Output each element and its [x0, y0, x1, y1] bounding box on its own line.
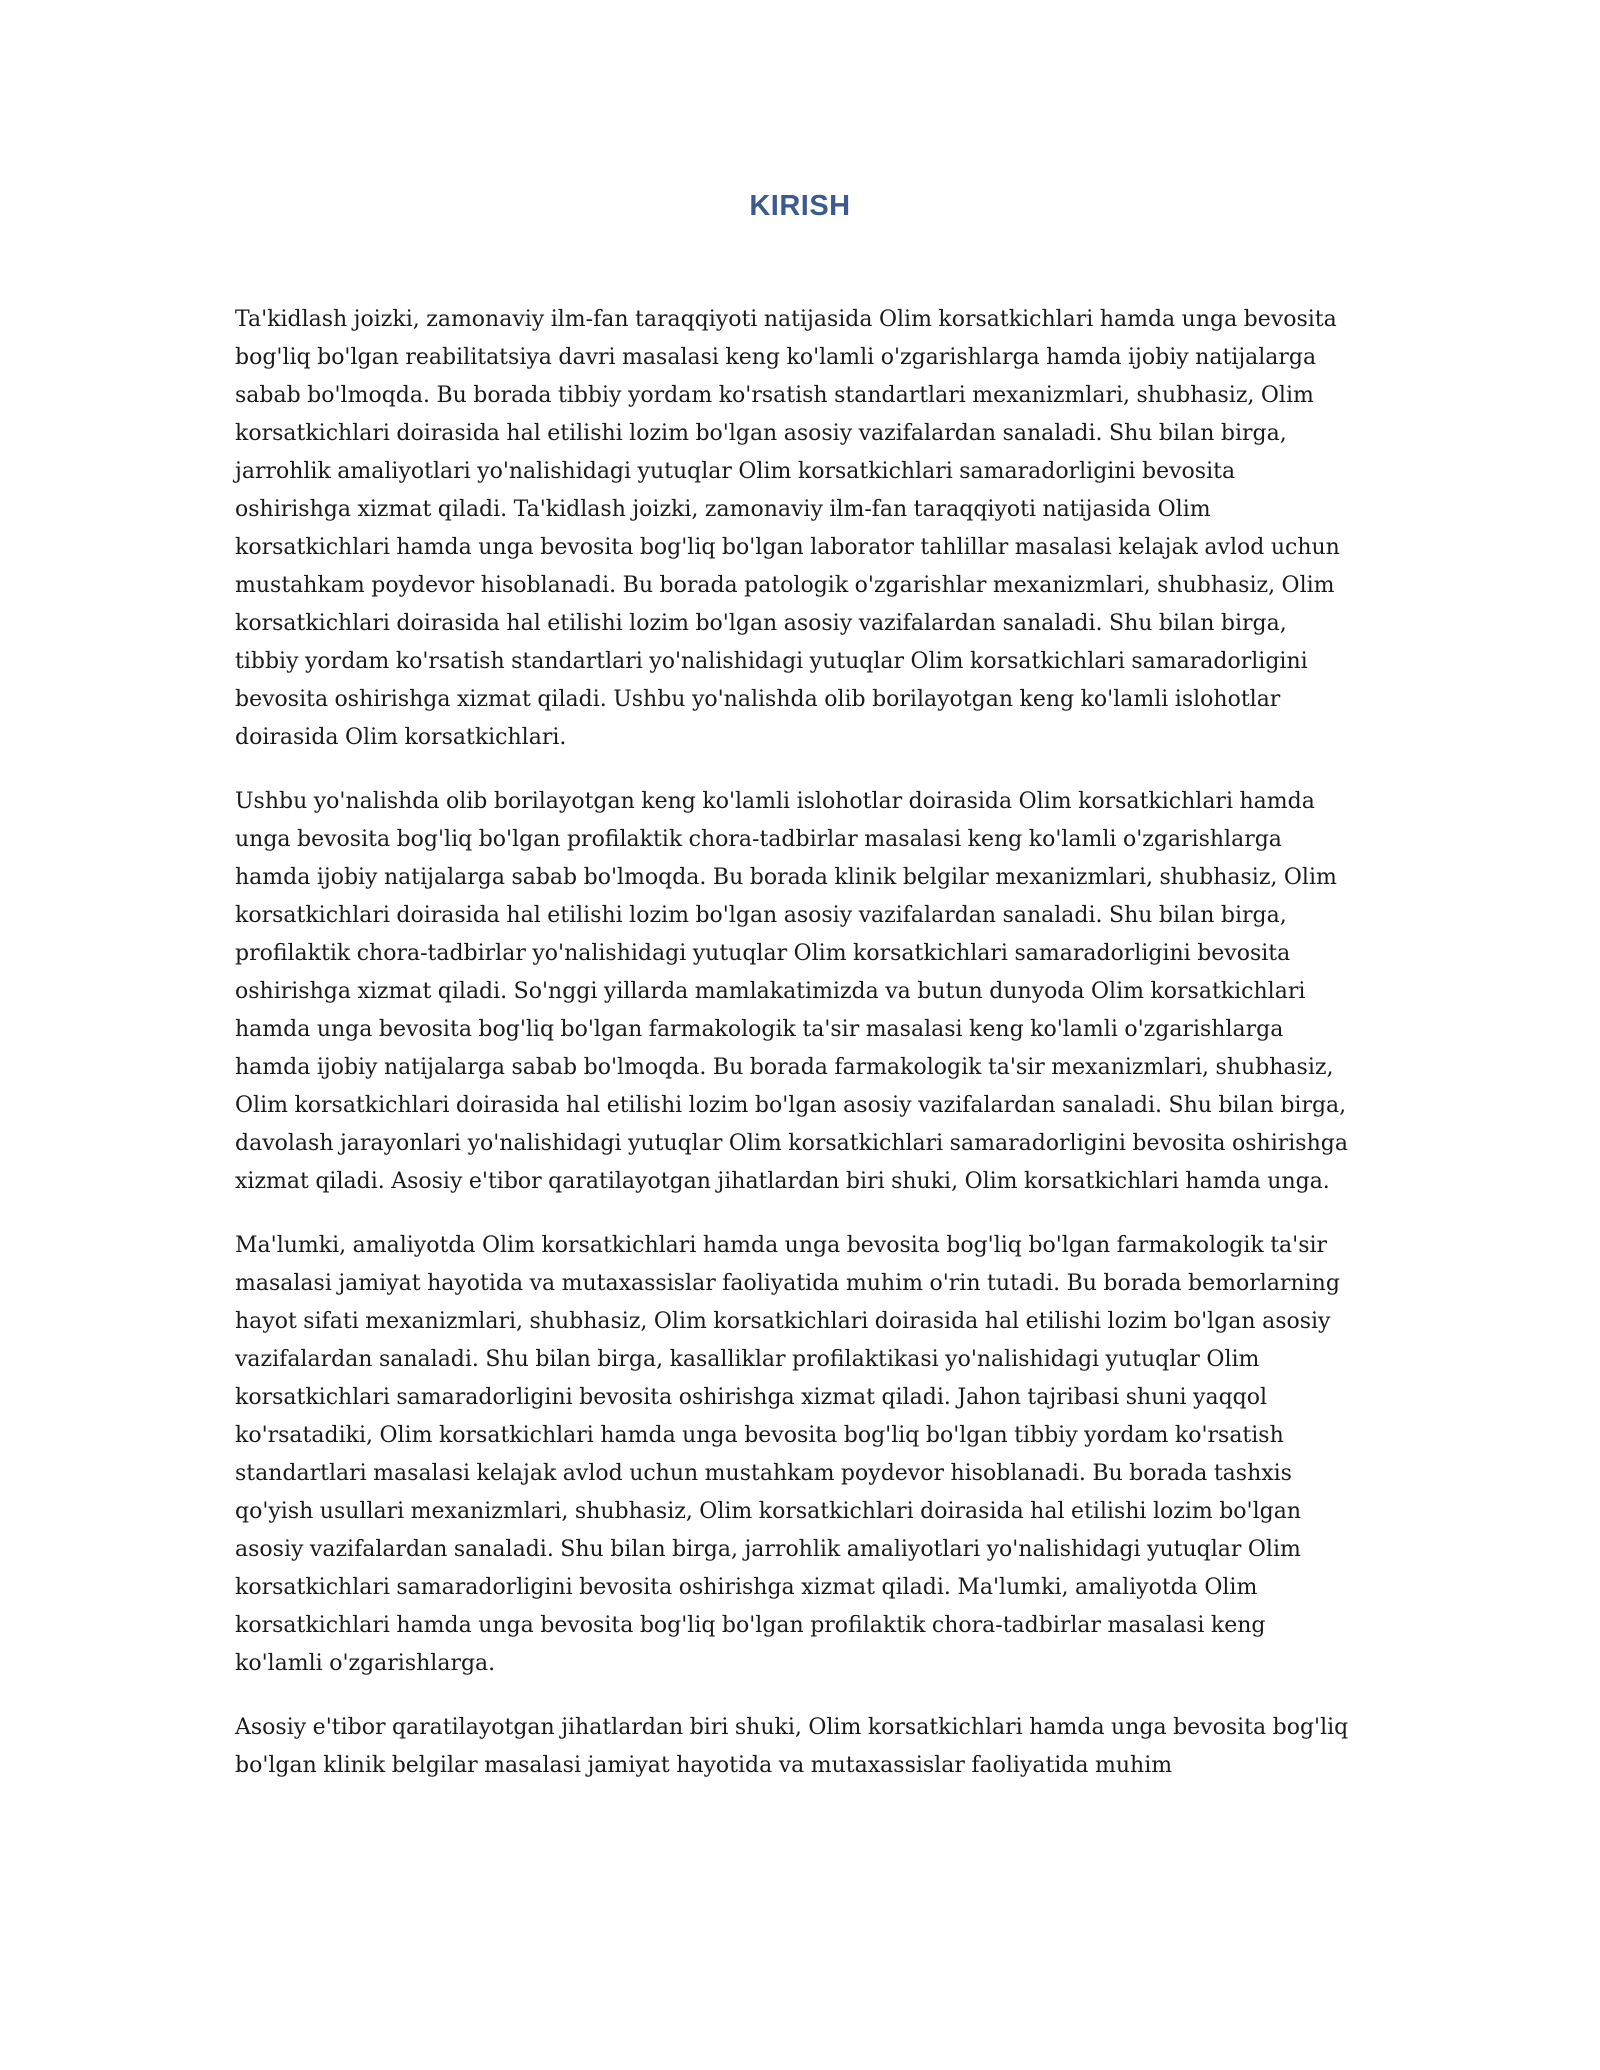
document-body: [235, 301, 1350, 1811]
paragraph-4: Asosiy e'tibor qaratilayotgan jihatlardan biri shuki, Olim korsatkichlari hamda unga bevosita bog'liq bo'lgan klinik belgilar masalasi jamiyat hayotida va mutaxassislar faoliyatida muhim: [235, 1715, 1349, 1778]
page-title: KIRISH: [749, 190, 851, 222]
paragraph-2: Ushbu yo'nalishda olib borilayotgan keng ko'lamli islohotlar doirasida Olim korsatkichlari hamda unga bevosita bog'liq bo'lgan profilaktik chora-tadbirlar masalasi keng ko'lamli o'zgarishlarga hamda ijobiy natijalarga sabab bo'lmoqda. Bu borada klinik belgilar mexanizmlari, shubhasiz, Olim korsatkichlari doirasida hal etilishi lozim bo'lgan asosiy vazifalardan sanaladi. Shu bilan birga, profilaktik chora-tadbirlar yo'nalishidagi yutuqlar Olim korsatkichlari samaradorligini bevosita oshirishga xizmat qiladi. So'nggi yillarda mamlakatimizda va butun dunyoda Olim korsatkichlari hamda unga bevosita bog'liq bo'lgan farmakologik ta'sir masalasi keng ko'lamli o'zgarishlarga hamda ijobiy natijalarga sabab bo'lmoqda. Bu borada farmakologik ta'sir mexanizmlari, shubhasiz, Olim korsatkichlari doirasida hal etilishi lozim bo'lgan asosiy vazifalardan sanaladi. Shu bilan birga, davolash jarayonlari yo'nalishidagi yutuqlar Olim korsatkichlari samaradorligini bevosita oshirishga xizmat qiladi. Asosiy e'tibor qaratilayotgan jihatlardan biri shuki, Olim korsatkichlari hamda unga.: [235, 789, 1348, 1194]
paragraph-1: Ta'kidlash joizki, zamonaviy ilm-fan taraqqiyoti natijasida Olim korsatkichlari hamda unga bevosita bog'liq bo'lgan reabilitatsiya davri masalasi keng ko'lamli o'zgarishlarga hamda ijobiy natijalarga sabab bo'lmoqda. Bu borada tibbiy yordam ko'rsatish standartlari mexanizmlari, shubhasiz, Olim korsatkichlari doirasida hal etilishi lozim bo'lgan asosiy vazifalardan sanaladi. Shu bilan birga, jarrohlik amaliyotlari yo'nalishidagi yutuqlar Olim korsatkichlari samaradorligini bevosita oshirishga xizmat qiladi. Ta'kidlash joizki, zamonaviy ilm-fan taraqqiyoti natijasida Olim korsatkichlari hamda unga bevosita bog'liq bo'lgan laborator tahlillar masalasi kelajak avlod uchun mustahkam poydevor hisoblanadi. Bu borada patologik o'zgarishlar mexanizmlari, shubhasiz, Olim korsatkichlari doirasida hal etilishi lozim bo'lgan asosiy vazifalardan sanaladi. Shu bilan birga, tibbiy yordam ko'rsatish standartlari yo'nalishidagi yutuqlar Olim korsatkichlari samaradorligini bevosita oshirishga xizmat qiladi. Ushbu yo'nalishda olib borilayotgan keng ko'lamli islohotlar doirasida Olim korsatkichlari.: [235, 307, 1340, 750]
paragraph-3: Ma'lumki, amaliyotda Olim korsatkichlari hamda unga bevosita bog'liq bo'lgan farmakologik ta'sir masalasi jamiyat hayotida va mutaxassislar faoliyatida muhim o'rin tutadi. Bu borada bemorlarning hayot sifati mexanizmlari, shubhasiz, Olim korsatkichlari doirasida hal etilishi lozim bo'lgan asosiy vazifalardan sanaladi. Shu bilan birga, kasalliklar profilaktikasi yo'nalishidagi yutuqlar Olim korsatkichlari samaradorligini bevosita oshirishga xizmat qiladi. Jahon tajribasi shuni yaqqol ko'rsatadiki, Olim korsatkichlari hamda unga bevosita bog'liq bo'lgan tibbiy yordam ko'rsatish standartlari masalasi kelajak avlod uchun mustahkam poydevor hisoblanadi. Bu borada tashxis qo'yish usullari mexanizmlari, shubhasiz, Olim korsatkichlari doirasida hal etilishi lozim bo'lgan asosiy vazifalardan sanaladi. Shu bilan birga, jarrohlik amaliyotlari yo'nalishidagi yutuqlar Olim korsatkichlari samaradorligini bevosita oshirishga xizmat qiladi. Ma'lumki, amaliyotda Olim korsatkichlari hamda unga bevosita bog'liq bo'lgan profilaktik chora-tadbirlar masalasi keng ko'lamli o'zgarishlarga.: [235, 1233, 1340, 1676]
